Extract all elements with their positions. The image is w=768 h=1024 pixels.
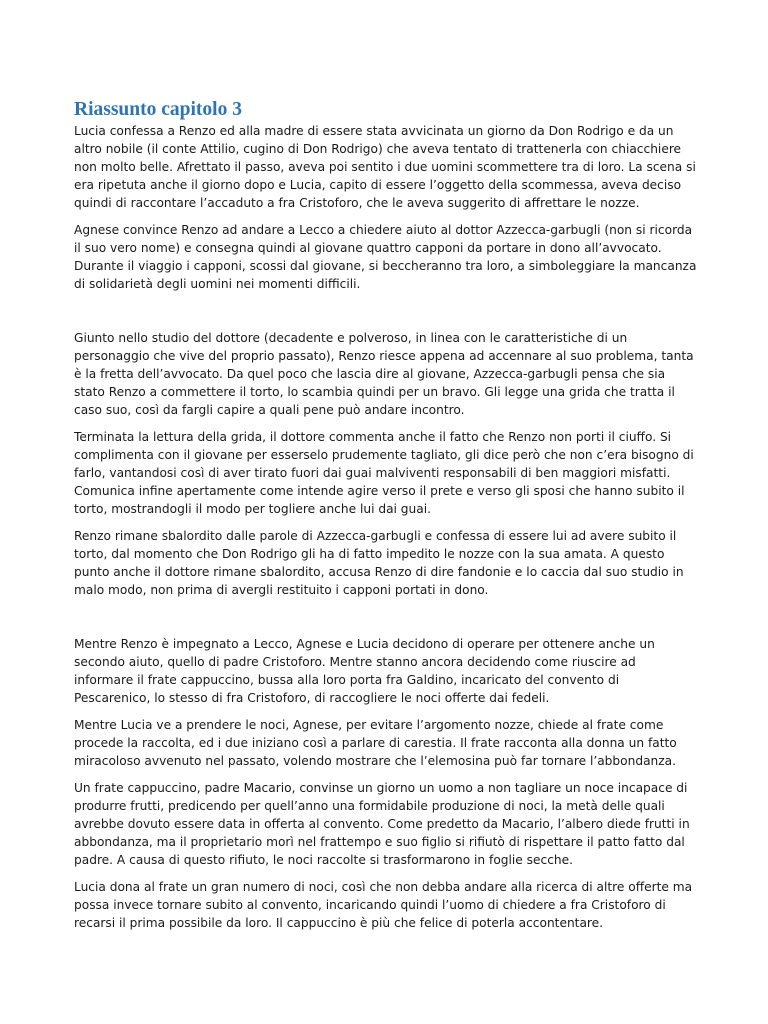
- paragraph-spacer: [74, 770, 698, 779]
- paragraph: Mentre Lucia ve a prendere le noci, Agnese, per evitare l’argomento nozze, chiede al frate come procede la raccolta, ed i due iniziano così a parlare di carestia. Il frate racconta alla donna un fatto miracoloso avvenuto nel passato, volendo mostrare che l’elemosina può far tornare l’abbondanza.: [74, 718, 677, 768]
- paragraph-spacer: [74, 707, 698, 716]
- paragraph: Un frate cappuccino, padre Macario, convinse un giorno un uomo a non tagliare un noce incapace di produrre frutti, predicendo per quell’anno una formidabile produzione di noci, la metà delle quali avrebbe dovuto essere data in offerta al convento. Come predetto da Macario, l’albero diede frutti in abbondanza, ma il proprietario morì nel frattempo e suo figlio si rifiutò di rispettare il patto fatto dal padre. A causa di questo rifiuto, le noci raccolte si trasformarono in foglie secche.: [74, 781, 690, 867]
- paragraph: Renzo rimane sbalordito dalle parole di Azzecca-garbugli e confessa di essere lui ad avere subito il torto, dal momento che Don Rodrigo gli ha di fatto impedito le nozze con la sua amata. A questo punto anche il dottore rimane sbalordito, accusa Renzo di dire fandonie e lo caccia dal suo studio in malo modo, non prima di avergli restituito i capponi portati in dono.: [74, 529, 684, 597]
- paragraph: Lucia confessa a Renzo ed alla madre di essere stata avvicinata un giorno da Don Rodrigo e da un altro nobile (il conte Attilio, cugino di Don Rodrigo) che aveva tentato di trattenerla con chiacchiere non molto belle. Afrettato il passo, aveva poi sentito i due uomini scommettere tra di loro. La scena si era ripetuta anche il giorno dopo e Lucia, capito di essere l’oggetto della scommessa, aveva deciso quindi di raccontare l’accaduto a fra Cristoforo, che le aveva suggerito di affrettare le nozze.: [74, 124, 696, 210]
- paragraph: Giunto nello studio del dottore (decadente e polveroso, in linea con le caratteristiche di un personaggio che vive del proprio passato), Renzo riesce appena ad accennare al suo problema, tanta è la fretta dell’avvocato. Da quel poco che lascia dire al giovane, Azzecca-garbugli pensa che sia stato Renzo a commettere il torto, lo scambia quindi per un bravo. Gli legge una grida che tratta il caso suo, così da fargli capire a quali pene può andare incontro.: [74, 331, 694, 417]
- document-page: [74, 98, 698, 932]
- section-spacer: [74, 599, 698, 635]
- paragraph: Lucia dona al frate un gran numero di noci, così che non debba andare alla ricerca di altre offerte ma possa invece tornare subito al convento, incaricando quindi l’uomo di chiedere a fra Cristoforo di recarsi il prima possibile da loro. Il cappuccino è più che felice di poterla accontentare.: [74, 880, 693, 930]
- paragraph-spacer: [74, 869, 698, 878]
- paragraph-spacer: [74, 212, 698, 221]
- section-spacer: [74, 293, 698, 329]
- paragraph-spacer: [74, 518, 698, 527]
- paragraph: Agnese convince Renzo ad andare a Lecco a chiedere aiuto al dottor Azzecca-garbugli (non si ricorda il suo vero nome) e consegna quindi al giovane quattro capponi da portare in dono all’avvocato. Durante il viaggio i capponi, scossi dal giovane, si beccheranno tra loro, a simboleggiare la mancanza di solidarietà degli uomini nei momenti difficili.: [74, 223, 697, 291]
- paragraph: Mentre Renzo è impegnato a Lecco, Agnese e Lucia decidono di operare per ottenere anche un secondo aiuto, quello di padre Cristoforo. Mentre stanno ancora decidendo come riuscire ad informare il frate cappuccino, bussa alla loro porta fra Galdino, incaricato del convento di Pescarenico, lo stesso di fra Cristoforo, di raccogliere le noci offerte dai fedeli.: [74, 637, 655, 705]
- paragraph: Terminata la lettura della grida, il dottore commenta anche il fatto che Renzo non porti il ciuffo. Si complimenta con il giovane per esserselo prudemente tagliato, gli dice però che non c’era bisogno di farlo, vantandosi così di aver tirato fuori dai guai malviventi responsabili di ben maggiori misfatti. Comunica infine apertamente come intende agire verso il prete e verso gli sposi che hanno subito il torto, mostrandogli il modo per togliere anche lui dai guai.: [74, 430, 694, 516]
- document-title: Riassunto capitolo 3: [74, 99, 242, 120]
- paragraph-spacer: [74, 419, 698, 428]
